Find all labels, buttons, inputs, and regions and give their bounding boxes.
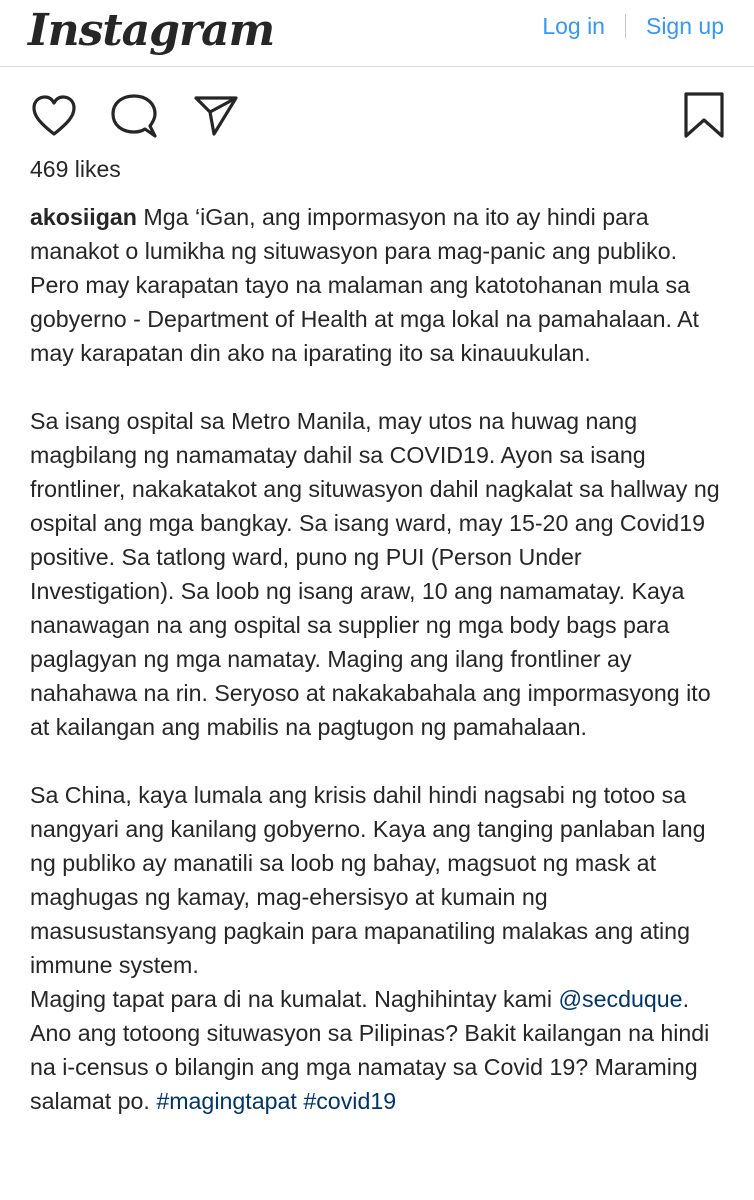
paragraph-spacer [30, 744, 730, 778]
hashtag-link[interactable]: #covid19 [303, 1088, 397, 1114]
signup-link[interactable]: Sign up [645, 12, 724, 39]
paper-plane-icon[interactable] [192, 92, 240, 140]
top-bar [0, 0, 754, 67]
likes-count[interactable]: 469 likes [30, 156, 121, 182]
post-actions [0, 92, 754, 142]
caption-text-1: Mga ‘iGan, ang impormasyon na ito ay hindi para manakot o lumikha ng situwasyon para mag-panic ang publiko. Pero may karapatan tayo na malaman ang katotohanan mula sa gobyerno - Department of Health at mga lokal na pamahalaan. At may karapatan din ako na iparating ito sa kinauukulan. [30, 204, 699, 366]
mention-link[interactable]: @secduque [558, 986, 683, 1012]
post-caption [30, 200, 730, 1118]
caption-paragraph-2: Sa isang ospital sa Metro Manila, may utos na huwag nang magbilang ng namamatay dahil sa COVID19. Ayon sa isang frontliner, nakakatakot ang situwasyon dahil nagkalat sa hallway ng ospital ang mga bangkay. Sa isang ward, may 15-20 ang Covid19 positive. Sa tatlong ward, puno ng PUI (Person Under Investigation). Sa loob ng isang araw, 10 ang namamatay. Kaya nanawagan na ang ospital sa supplier ng mga body bags para paglagyan ng mga namatay. Maging ang ilang frontliner ay nahahawa na rin. Seryoso at nakakabahala ang impormasyong ito at kailangan ang mabilis na pagtugon ng pamahalaan. [30, 408, 720, 740]
instagram-logo[interactable]: Instagram [28, 5, 275, 56]
login-link[interactable]: Log in [542, 12, 605, 39]
caption-paragraph-1 [30, 200, 730, 370]
username-link[interactable]: akosiigan [30, 204, 137, 230]
caption-paragraph-3: Sa China, kaya lumala ang krisis dahil hindi nagsabi ng totoo sa nangyari ang kanilang gobyerno. Kaya ang tanging panlaban lang ng publiko ay manatili sa loob ng bahay, magsuot ng mask at maghugas ng kamay, mag-ehersisyo at kumain ng masusustansyang pagkain para mapanatiling malakas ang ating immune system. [30, 782, 706, 978]
bookmark-icon[interactable] [682, 92, 726, 140]
auth-links [542, 8, 724, 44]
heart-icon[interactable] [30, 92, 78, 140]
paragraph-spacer [30, 370, 730, 404]
caption-text-4a: Maging tapat para di na kumalat. Naghihintay kami [30, 986, 553, 1012]
auth-divider [625, 14, 626, 38]
comment-icon[interactable] [110, 92, 158, 140]
hashtag-link[interactable]: #magingtapat [156, 1088, 297, 1114]
caption-text-4b: . Ano ang totoong situwasyon sa Pilipinas? Bakit kailangan na hindi na i-census o bilangin ang mga namatay sa Covid 19? Maraming salamat po. [30, 986, 710, 1114]
caption-paragraph-4 [30, 982, 730, 1118]
